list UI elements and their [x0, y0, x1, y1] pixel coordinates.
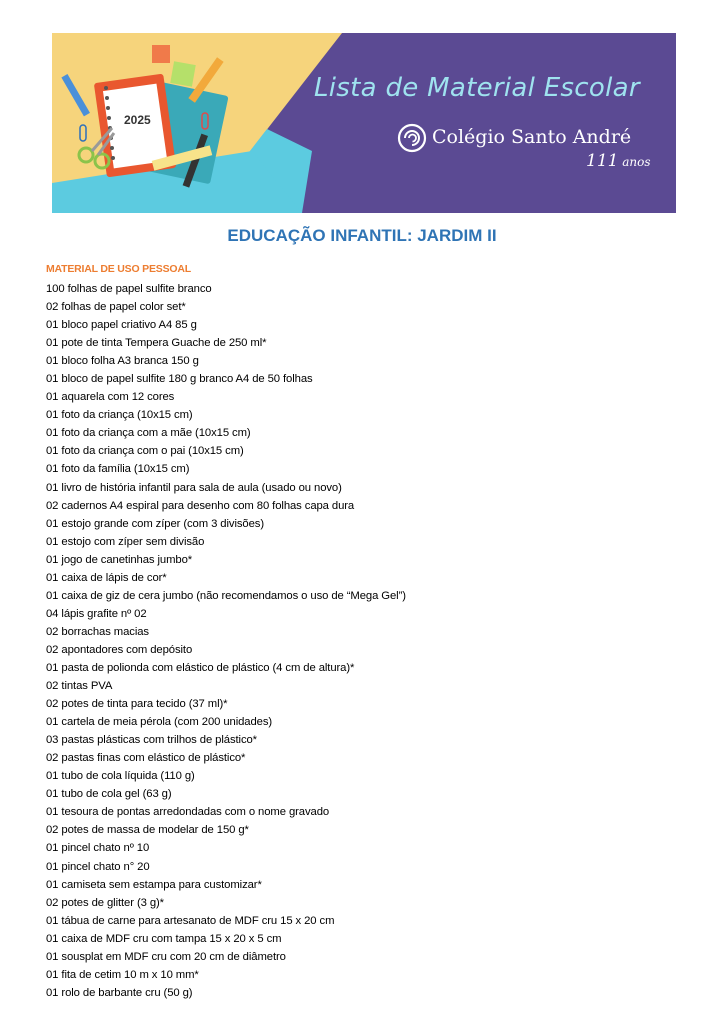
school-years — [586, 151, 651, 171]
list-item: 01 foto da criança com o pai (10x15 cm) — [46, 445, 244, 458]
list-item: 01 foto da família (10x15 cm) — [46, 463, 190, 476]
list-item: 01 pincel chato n° 20 — [46, 860, 150, 873]
list-item: 01 foto da criança (10x15 cm) — [46, 409, 193, 422]
list-item: 02 apontadores com depósito — [46, 643, 193, 656]
list-item: 01 tubo de cola gel (63 g) — [46, 788, 172, 801]
list-item: 01 caixa de giz de cera jumbo (não recomendamos o uso de “Mega Gel”) — [46, 589, 406, 602]
section-heading: MATERIAL DE USO PESSOAL — [46, 263, 191, 275]
list-item: 01 tesoura de pontas arredondadas com o nome gravado — [46, 806, 330, 819]
list-item: 01 estojo com zíper sem divisão — [46, 535, 205, 548]
school-name: Colégio Santo André — [432, 126, 632, 148]
list-item: 01 bloco folha A3 branca 150 g — [46, 355, 199, 368]
list-item: 01 tubo de cola líquida (110 g) — [46, 770, 195, 783]
page-title: EDUCAÇÃO INFANTIL: JARDIM II — [227, 226, 497, 245]
list-item: 01 caixa de lápis de cor* — [46, 571, 167, 584]
list-item: 01 pincel chato nº 10 — [46, 842, 150, 855]
list-item: 01 cartela de meia pérola (com 200 unidades) — [46, 716, 273, 729]
list-item: 02 borrachas macias — [46, 625, 149, 638]
list-item: 01 sousplat em MDF cru com 20 cm de diâmetro — [46, 950, 286, 963]
list-item: 02 potes de glitter (3 g)* — [46, 896, 164, 909]
banner-title: Lista de Material Escolar — [314, 73, 640, 103]
list-item: 02 folhas de papel color set* — [46, 301, 186, 314]
list-item: 01 fita de cetim 10 m x 10 mm* — [46, 968, 199, 981]
list-item: 02 potes de massa de modelar de 150 g* — [46, 824, 249, 837]
list-item: 01 bloco de papel sulfite 180 g branco A4 de 50 folhas — [46, 373, 313, 386]
list-item: 01 camiseta sem estampa para customizar* — [46, 878, 262, 891]
list-item: 01 caixa de MDF cru com tampa 15 x 20 x 5 cm — [46, 932, 282, 945]
list-item: 01 tábua de carne para artesanato de MDF cru 15 x 20 cm — [46, 914, 335, 927]
list-item: 01 pasta de polionda com elástico de plástico (4 cm de altura)* — [46, 661, 355, 674]
notebook-year: 2025 — [124, 113, 151, 127]
list-item: 01 bloco papel criativo A4 85 g — [46, 319, 197, 332]
list-item: 01 livro de história infantil para sala de aula (usado ou novo) — [46, 481, 342, 494]
list-item: 100 folhas de papel sulfite branco — [46, 283, 212, 295]
school-years-word: anos — [622, 155, 651, 169]
list-item: 01 pote de tinta Tempera Guache de 250 ml* — [46, 337, 267, 350]
list-item: 02 potes de tinta para tecido (37 ml)* — [46, 698, 228, 711]
header-banner — [52, 33, 676, 213]
school-logo-icon — [397, 123, 427, 153]
list-item: 02 tintas PVA — [46, 680, 113, 693]
list-item: 01 estojo grande com zíper (com 3 divisões) — [46, 517, 264, 530]
list-item: 04 lápis grafite nº 02 — [46, 607, 147, 620]
list-item: 02 pastas finas com elástico de plástico* — [46, 752, 246, 765]
list-item: 01 rolo de barbante cru (50 g) — [46, 986, 193, 999]
list-item: 01 jogo de canetinhas jumbo* — [46, 553, 193, 566]
list-item: 01 foto da criança com a mãe (10x15 cm) — [46, 427, 251, 440]
list-item: 01 aquarela com 12 cores — [46, 391, 175, 404]
school-years-number: 111 — [586, 151, 619, 171]
list-item: 02 cadernos A4 espiral para desenho com 80 folhas capa dura — [46, 499, 355, 512]
list-item: 03 pastas plásticas com trilhos de plástico* — [46, 734, 257, 747]
material-list — [46, 280, 406, 1002]
